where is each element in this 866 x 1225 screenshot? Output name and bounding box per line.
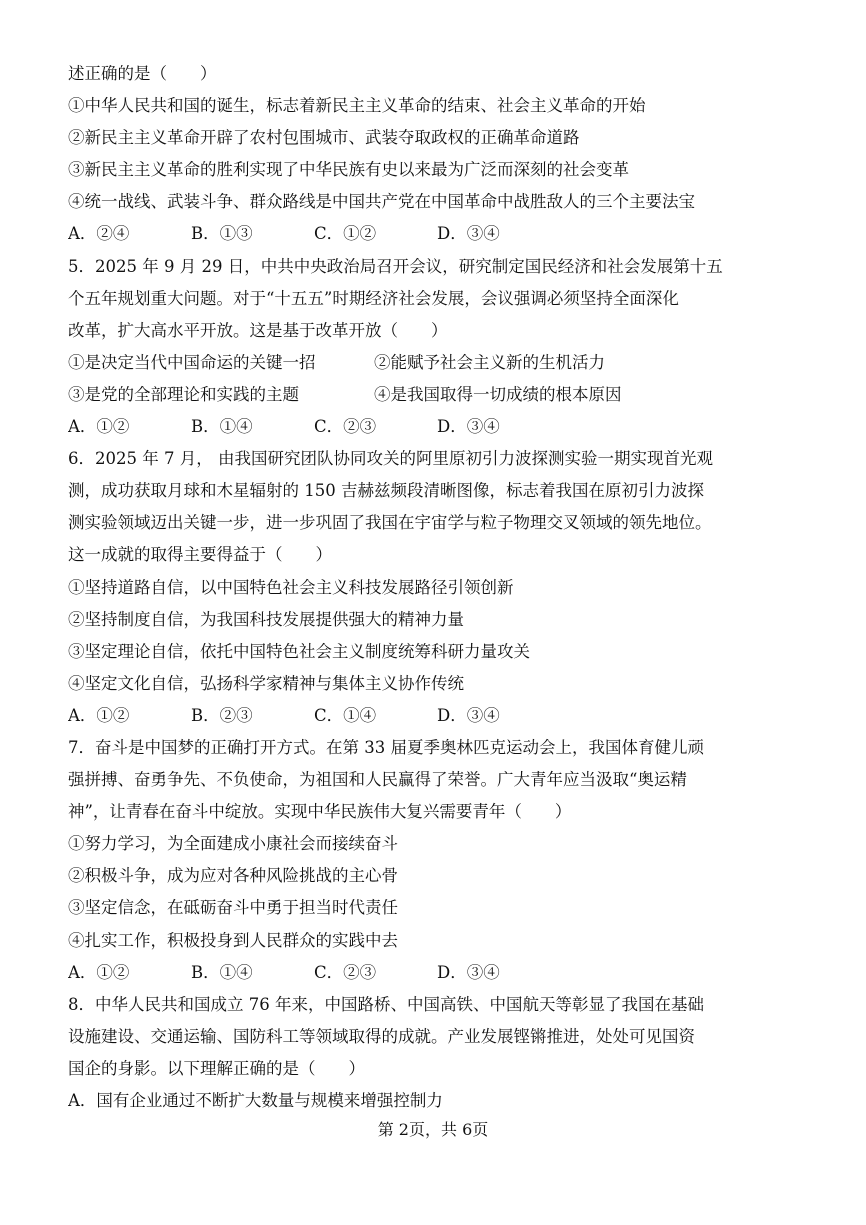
question-7-item-2: ②积极斗争，成为应对各种风险挑战的主心骨 bbox=[68, 866, 398, 886]
question-6-options bbox=[68, 700, 828, 732]
question-7-stem-line-1: 7．奋斗是中国梦的正确打开方式。在第 33 届夏季奥林匹克运动会上，我国体育健儿顽 bbox=[68, 737, 704, 757]
question-5-options bbox=[68, 411, 828, 443]
option-b: B．②③ bbox=[191, 705, 253, 725]
question-4-item-1: ①中华人民共和国的诞生，标志着新民主主义革命的结束、社会主义革命的开始 bbox=[68, 96, 646, 116]
question-4-options bbox=[68, 218, 828, 250]
question-5-stem-line-3: 改革，扩大高水平开放。这是基于改革开放（ ） bbox=[68, 320, 448, 340]
option-d: D．③④ bbox=[437, 705, 500, 725]
option-b: B．①③ bbox=[191, 224, 253, 244]
option-d: D．③④ bbox=[437, 962, 500, 982]
question-7-stem-line-2: 强拼搏、奋勇争先、不负使命，为祖国和人民赢得了荣誉。广大青年应当汲取“奥运精 bbox=[68, 770, 687, 790]
question-5-stem-line-2: 个五年规划重大问题。对于“十五五”时期经济社会发展，会议强调必须坚持全面深化 bbox=[68, 288, 679, 308]
question-4-stem: 述正确的是（ ） bbox=[68, 64, 217, 83]
question-5-stem-line-1: 5．2025 年 9 月 29 日，中共中央政治局召开会议，研究制定国民经济和社会发展第十五 bbox=[68, 256, 723, 276]
option-c: C．②③ bbox=[314, 962, 377, 982]
option-a: A．①② bbox=[68, 417, 130, 437]
option-b: B．①④ bbox=[191, 417, 253, 437]
question-7-item-4: ④扎实工作，积极投身到人民群众的实践中去 bbox=[68, 930, 398, 950]
question-4-item-2: ②新民主主义革命开辟了农村包围城市、武装夺取政权的正确革命道路 bbox=[68, 128, 580, 148]
question-4-item-4: ④统一战线、武装斗争、群众路线是中国共产党在中国革命中战胜敌人的三个主要法宝 bbox=[68, 192, 695, 212]
question-5-item-4: ④是我国取得一切成绩的根本原因 bbox=[374, 384, 622, 404]
page-content bbox=[68, 58, 828, 1117]
option-a: A．①② bbox=[68, 962, 130, 982]
option-c: C．①② bbox=[314, 224, 377, 244]
question-6-item-3: ③坚定理论自信，依托中国特色社会主义制度统筹科研力量攻关 bbox=[68, 641, 530, 661]
question-8-option-a: A．国有企业通过不断扩大数量与规模来增强控制力 bbox=[68, 1091, 443, 1110]
question-6-stem-line-1: 6．2025 年 7 月， 由我国研究团队协同攻关的阿里原初引力波探测实验一期实现首光观 bbox=[68, 449, 713, 469]
option-c: C．②③ bbox=[314, 417, 377, 437]
option-a: A．②④ bbox=[68, 224, 130, 244]
question-5-items-row-2 bbox=[68, 379, 828, 411]
question-8-stem-line-1: 8．中华人民共和国成立 76 年来，中国路桥、中国高铁、中国航天等彰显了我国在基础 bbox=[68, 994, 704, 1014]
page-number: 第 2页，共 6页 bbox=[377, 1120, 489, 1139]
option-a: A．①② bbox=[68, 705, 130, 725]
question-8-stem-line-2: 设施建设、交通运输、国防科工等领域取得的成就。产业发展铿锵推进，处处可见国资 bbox=[68, 1026, 695, 1046]
option-d: D．③④ bbox=[437, 417, 500, 437]
question-7-options bbox=[68, 957, 828, 989]
question-7-stem-line-3: 神”，让青春在奋斗中绽放。实现中华民族伟大复兴需要青年（ ） bbox=[68, 802, 572, 822]
question-4-item-3: ③新民主主义革命的胜利实现了中华民族有史以来最为广泛而深刻的社会变革 bbox=[68, 160, 629, 180]
question-7-item-1: ①努力学习，为全面建成小康社会而接续奋斗 bbox=[68, 834, 398, 854]
question-6-stem-line-4: 这一成就的取得主要得益于（ ） bbox=[68, 545, 332, 565]
question-6-item-1: ①坚持道路自信，以中国特色社会主义科技发展路径引领创新 bbox=[68, 577, 514, 597]
option-d: D．③④ bbox=[437, 224, 500, 244]
question-6-stem-line-3: 测实验领域迈出关键一步，进一步巩固了我国在宇宙学与粒子物理交叉领域的领先地位。 bbox=[68, 513, 712, 533]
question-5-item-1: ①是决定当代中国命运的关键一招 bbox=[68, 352, 316, 372]
question-5-items-row-1 bbox=[68, 347, 828, 379]
question-5-item-3: ③是党的全部理论和实践的主题 bbox=[68, 384, 299, 404]
question-6-item-2: ②坚持制度自信，为我国科技发展提供强大的精神力量 bbox=[68, 609, 464, 629]
question-8-stem-line-3: 国企的身影。以下理解正确的是（ ） bbox=[68, 1058, 365, 1078]
question-5-item-2: ②能赋予社会主义新的生机活力 bbox=[374, 352, 605, 372]
question-6-item-4: ④坚定文化自信，弘扬科学家精神与集体主义协作传统 bbox=[68, 673, 464, 693]
option-c: C．①④ bbox=[314, 705, 377, 725]
question-6-stem-line-2: 测，成功获取月球和木星辐射的 150 吉赫兹频段清晰图像，标志着我国在原初引力波探 bbox=[68, 481, 704, 501]
question-7-item-3: ③坚定信念，在砥砺奋斗中勇于担当时代责任 bbox=[68, 898, 398, 918]
option-b: B．①④ bbox=[191, 962, 253, 982]
